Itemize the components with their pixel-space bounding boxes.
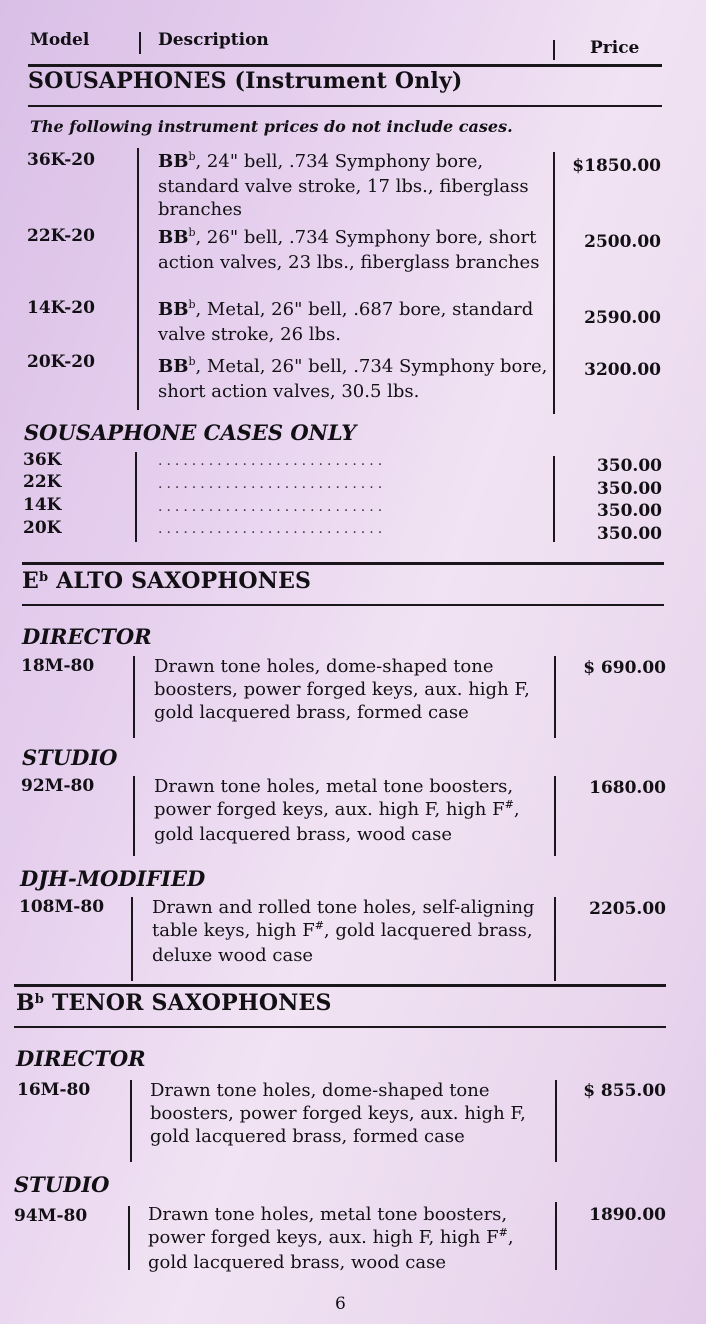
section-rule (22, 604, 664, 606)
column-divider (555, 1080, 557, 1162)
column-divider (554, 897, 556, 981)
price: 2205.00 (589, 899, 666, 919)
leader-dots: ........................... (158, 453, 387, 469)
model-number: 16M-80 (17, 1080, 91, 1100)
model-number: 22K (23, 472, 62, 492)
model-number: 14K (23, 495, 62, 515)
price: $ 855.00 (583, 1081, 666, 1101)
section-title-tenor-saxophones: $B^b$ TENOR SAXOPHONES (16, 990, 332, 1016)
column-divider (133, 776, 135, 856)
header-divider (553, 40, 555, 60)
product-description: Drawn tone holes, dome-shaped tone boosters, power forged keys, aux. high F, gold lacquered brass, formed case (150, 1080, 526, 1147)
section-title-cases: SOUSAPHONE CASES ONLY (24, 420, 357, 445)
model-number: 20K (23, 518, 62, 538)
price: 1680.00 (589, 778, 666, 798)
column-header-price: Price (590, 38, 640, 58)
section-title-sousaphones: SOUSAPHONES (Instrument Only) (28, 68, 463, 94)
column-divider (135, 452, 137, 542)
header-divider (139, 32, 141, 54)
product-description: Drawn and rolled tone holes, self-aligning table keys, high F#, gold lacquered brass, deluxe wood case (152, 897, 535, 966)
column-divider (554, 776, 556, 856)
series-title: DIRECTOR (16, 1046, 146, 1071)
leader-dots: ........................... (158, 476, 387, 492)
leader-dots: ........................... (158, 521, 387, 537)
product-description: Drawn tone holes, dome-shaped tone boosters, power forged keys, aux. high F, gold lacquered brass, formed case (154, 656, 530, 723)
product-description: $BB^b$, 24" bell, .734 Symphony bore, standard valve stroke, 17 lbs., fiberglass branches (158, 150, 529, 220)
product-description: Drawn tone holes, metal tone boosters, power forged keys, aux. high F, high F#, gold lacquered brass, wood case (154, 776, 520, 845)
model-number: 14K-20 (27, 298, 95, 318)
price: 350.00 (596, 479, 662, 499)
model-number: 20K-20 (27, 352, 95, 372)
column-divider (553, 456, 555, 542)
column-divider (133, 656, 135, 738)
column-divider (130, 1080, 132, 1162)
product-description: $BB^b$, Metal, 26" bell, .734 Symphony bore, short action valves, 30.5 lbs. (158, 355, 548, 402)
leader-dots: ........................... (158, 499, 387, 515)
series-title: STUDIO (22, 745, 118, 770)
price: 350.00 (596, 501, 662, 521)
column-header-model: Model (30, 30, 90, 50)
price: $1850.00 (572, 156, 661, 176)
column-divider (128, 1206, 130, 1270)
model-number: 92M-80 (21, 776, 95, 796)
price: 2500.00 (584, 232, 661, 252)
price: 1890.00 (589, 1205, 666, 1225)
column-divider (554, 656, 556, 738)
series-title: DJH-MODIFIED (20, 866, 206, 891)
section-rule (14, 1026, 666, 1028)
price: $ 690.00 (583, 658, 666, 678)
page-number: 6 (335, 1294, 346, 1314)
header-rule (28, 64, 662, 67)
model-number: 36K-20 (27, 150, 95, 170)
section-title-alto-saxophones: $E^b$ ALTO SAXOPHONES (22, 568, 312, 594)
column-header-description: Description (158, 30, 269, 50)
column-divider (131, 897, 133, 981)
price: 350.00 (596, 456, 662, 476)
series-title: DIRECTOR (22, 624, 152, 649)
section-rule (14, 984, 666, 987)
product-description: $BB^b$, 26" bell, .734 Symphony bore, short action valves, 23 lbs., fiberglass branches (158, 226, 540, 273)
model-number: 36K (23, 450, 62, 470)
model-number: 18M-80 (21, 656, 95, 676)
column-divider (553, 152, 555, 414)
section-note: The following instrument prices do not include cases. (30, 117, 513, 136)
column-divider (555, 1202, 557, 1270)
product-description: $BB^b$, Metal, 26" bell, .687 bore, standard valve stroke, 26 lbs. (158, 298, 534, 345)
price: 3200.00 (584, 360, 661, 380)
price: 2590.00 (584, 308, 661, 328)
price: 350.00 (596, 524, 662, 544)
model-number: 94M-80 (14, 1206, 88, 1226)
series-title: STUDIO (14, 1172, 110, 1197)
product-description: Drawn tone holes, metal tone boosters, power forged keys, aux. high F, high F#, gold lacquered brass, wood case (148, 1204, 514, 1273)
section-rule (22, 562, 664, 565)
model-number: 108M-80 (19, 897, 105, 917)
section-rule (28, 105, 662, 107)
model-number: 22K-20 (27, 226, 95, 246)
column-divider (137, 148, 139, 410)
